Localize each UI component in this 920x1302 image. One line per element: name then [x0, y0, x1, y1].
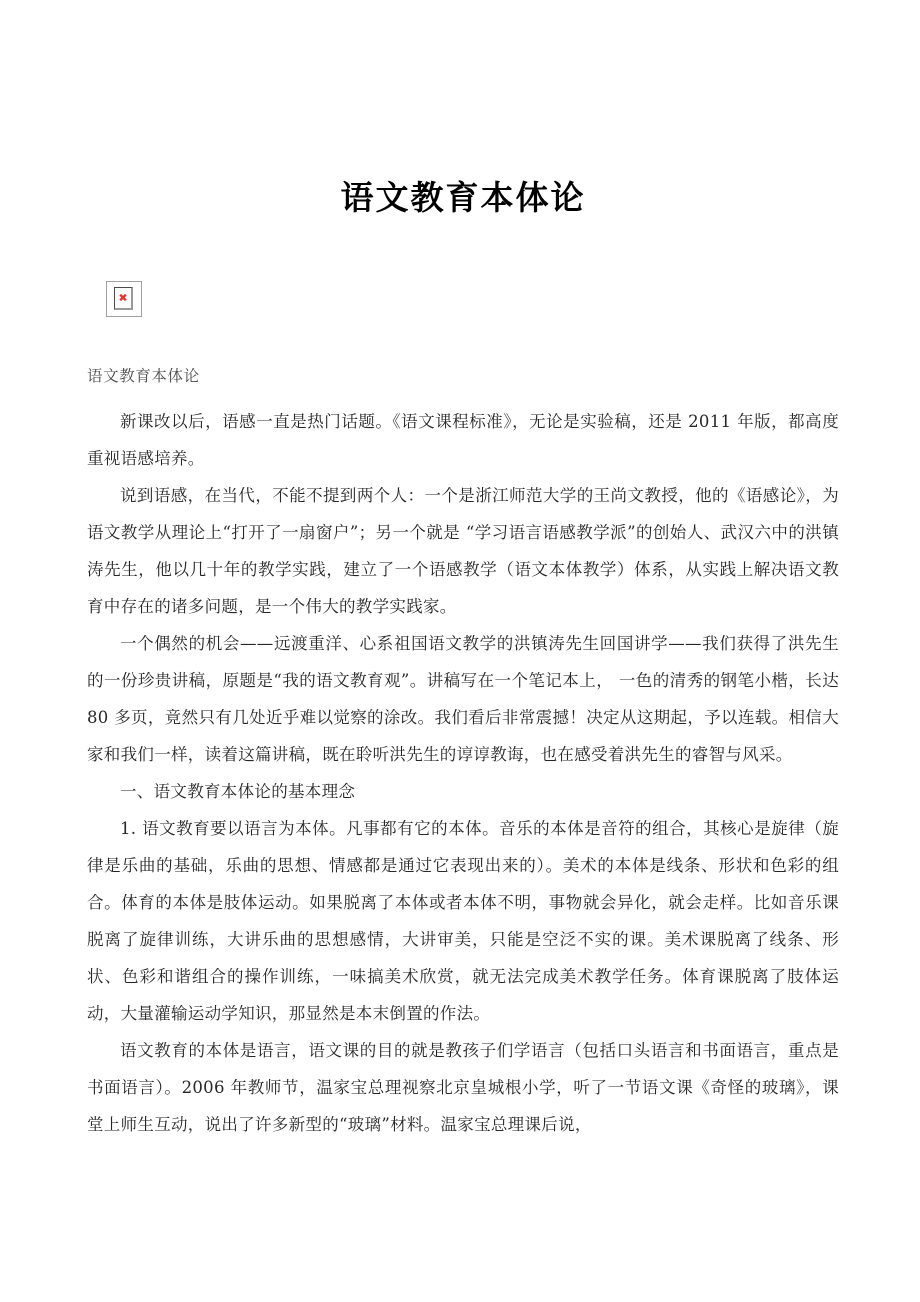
paragraph-4: 1. 语文教育要以语言为本体。凡事都有它的本体。音乐的本体是音符的组合，其核心是旋律（旋律是乐曲的基础，乐曲的思想、情感都是通过它表现出来的）。美术的本体是线条、形状和色彩的组合。体育的本体是肢体运动。如果脱离了本体或者本体不明，事物就会异化，就会走样。比如音乐课脱离了旋律训练，大讲乐曲的思想感情，大讲审美，只能是空泛不实的课。美术课脱离了线条、形状、色彩和谐组合的操作训练，一味搞美术欣赏，就无法完成美术教学任务。体育课脱离了肢体运动，大量灌输运动学知识，那显然是本末倒置的作法。 [87, 819, 839, 1024]
broken-image-frame [114, 287, 133, 310]
body-text [87, 387, 839, 1143]
section-heading-1: 一、语文教育本体论的基本理念 [120, 782, 356, 802]
page-title: 语文教育本体论 [340, 178, 586, 217]
subtitle: 语文教育本体论 [87, 366, 200, 385]
paragraph-2: 说到语感，在当代，不能不提到两个人：一个是浙江师范大学的王尚文教授，他的《语感论》，为语文教学从理论上“打开了一扇窗户”；另一个就是 “学习语言语感教学派”的创始人、武汉六中的洪镇涛先生，他以几十年的教学实践，建立了一个语感教学（语文本体教学）体系，从实践上解决语文教育中存在的诸多问题，是一个伟大的教学实践家。 [87, 486, 839, 617]
broken-image-x-glyph: ✖ [118, 291, 128, 305]
paragraph-1: 新课改以后，语感一直是热门话题。《语文课程标准》，无论是实验稿，还是 2011 年版，都高度重视语感培养。 [87, 412, 839, 469]
document-content [87, 0, 839, 1143]
paragraph-3: 一个偶然的机会——远渡重洋、心系祖国语文教学的洪镇涛先生回国讲学——我们获得了洪先生的一份珍贵讲稿，原题是“我的语文教育观”。讲稿写在一个笔记本上， 一色的清秀的钢笔小楷，长达 80 多页，竟然只有几处近乎难以觉察的涂改。我们看后非常震撼！决定从这期起，予以连载。相信大家和我们一样，读着这篇讲稿，既在聆听洪先生的谆谆教诲，也在感受着洪先生的睿智与风采。 [87, 634, 839, 765]
broken-image-icon [106, 281, 142, 317]
paragraph-5: 语文教育的本体是语言，语文课的目的就是教孩子们学语言（包括口头语言和书面语言，重点是书面语言）。2006 年教师节，温家宝总理视察北京皇城根小学，听了一节语文课《奇怪的玻璃》，课堂上师生互动，说出了许多新型的“玻璃”材料。温家宝总理课后说， [87, 1041, 839, 1135]
figure-block [87, 281, 839, 321]
